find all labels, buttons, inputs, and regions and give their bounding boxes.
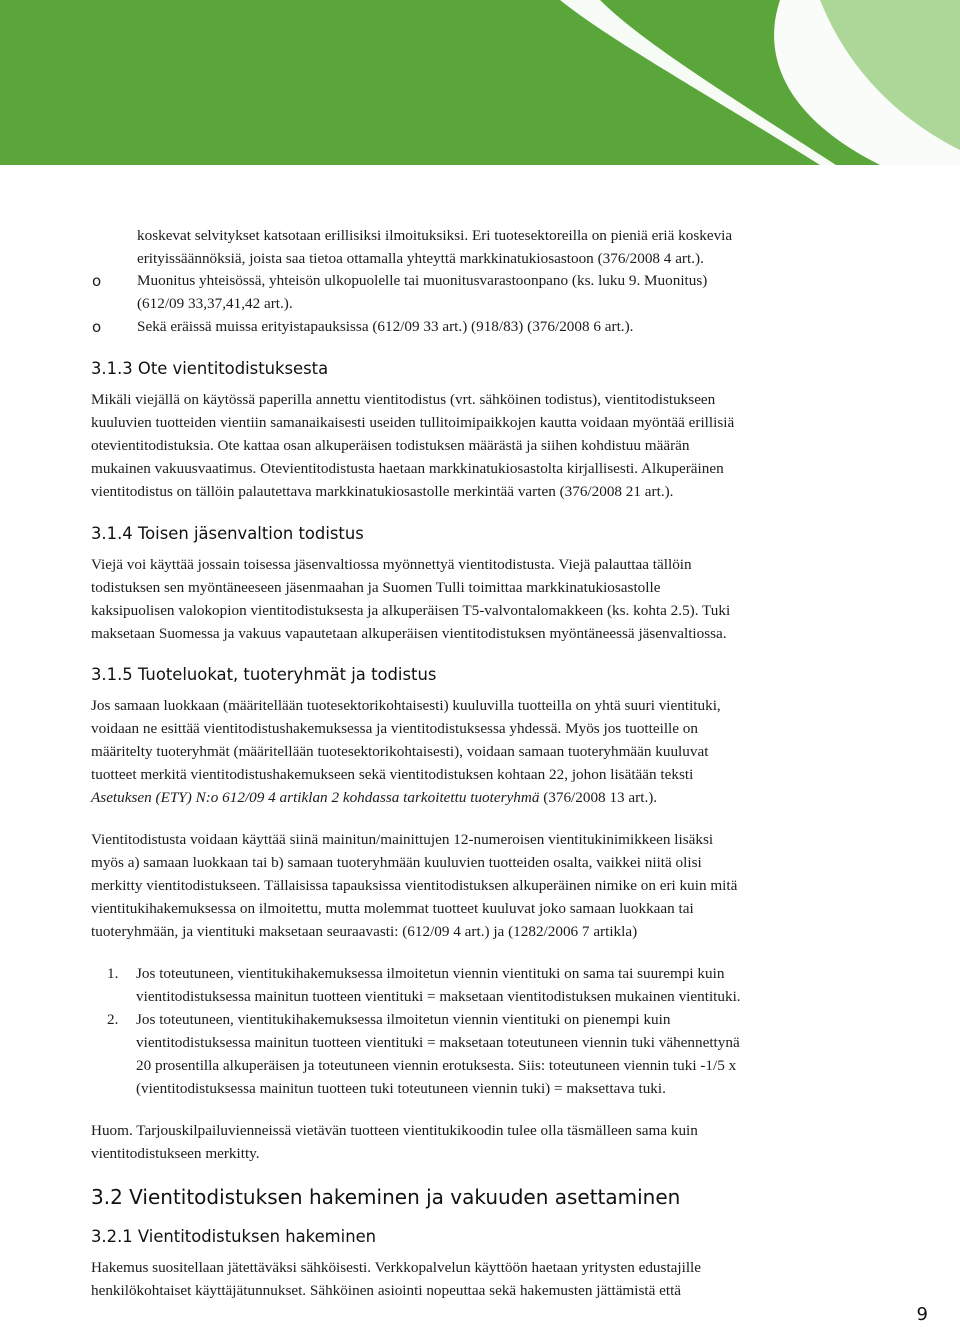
paragraph-line: tuoteryhmään, ja vientituki maksetaan seuraavasti: (612/09 4 art.) ja (1282/2006 7 artikla) xyxy=(91,923,638,940)
bullet-line: (612/09 33,37,41,42 art.). xyxy=(137,295,293,312)
paragraph-line: kaksipuolisen valokopion vientitodistuksesta ja alkuperäisen T5-valvontalomakkeen (ks. kohta 2.5). Tuki xyxy=(91,602,731,619)
intro-line: koskevat selvitykset katsotaan erillisiksi ilmoituksiksi. Eri tuotesektoreilla on pieniä eriä koskevia xyxy=(137,227,733,244)
paragraph-line: Jos samaan luokkaan (määritellään tuotesektorikohtaisesti) kuuluvilla tuotteilla on yhtä suuri vientituki, xyxy=(91,697,721,714)
paragraph-line: maksetaan Suomessa ja vakuus vapautetaan alkuperäisen vientitodistuksen myöntäneessä jäsenvaltiossa. xyxy=(91,625,727,642)
section-heading-3-1-3: 3.1.3 Ote vientitodistuksesta xyxy=(91,359,329,378)
paragraph-line: todistuksen sen myöntäneeseen jäsenmaahan ja Suomen Tulli toimittaa markkinatukiosastolle xyxy=(91,579,661,596)
list-item-line: 20 prosentilla alkuperäisen ja toteutuneen viennin erotuksesta. Siis: toteutuneen viennin tuki -1/5 x xyxy=(136,1057,737,1074)
paragraph-line: myös a) samaan luokkaan tai b) samaan tuoteryhmään kuuluvien tuotteiden osalta, vaikkei niitä olisi xyxy=(91,854,702,871)
bullet-line: Sekä eräissä muissa erityistapauksissa (612/09 33 art.) (918/83) (376/2008 6 art.). xyxy=(137,318,634,335)
list-item-line: vientitodistuksessa mainitun tuotteen vientituki = maksetaan vientitodistuksen mukainen vientituki. xyxy=(136,988,741,1005)
list-item-line: (vientitodistuksessa mainitun tuotteen tuki toteutuneen viennin tuki) = maksettava tuki. xyxy=(136,1080,666,1097)
paragraph-line: Mikäli viejällä on käytössä paperilla annettu vientitodistus (vrt. sähköinen todistus), vientitodistukseen xyxy=(91,391,716,408)
section-heading-3-2: 3.2 Vientitodistuksen hakeminen ja vakuuden asettaminen xyxy=(91,1185,681,1209)
regulation-reference: Asetuksen (ETY) N:o 612/09 4 artiklan 2 kohdassa tarkoitettu tuoteryhmä xyxy=(91,789,540,806)
page-number: 9 xyxy=(916,1304,928,1325)
note-line: Huom. Tarjouskilpailuvienneissä vietävän tuotteen vientitukikoodin tulee olla täsmälleen sama kuin xyxy=(91,1122,698,1139)
paragraph-line: kuuluvien tuotteiden vientiin samanaikaisesti useiden tullitoimipaikkojen kautta voidaan myöntää erillisiä xyxy=(91,414,735,431)
intro-line: erityissäännöksiä, joista saa tietoa ottamalla yhteyttä markkinatukiosastoon (376/2008 4 art.). xyxy=(137,250,704,267)
section-heading-3-2-1: 3.2.1 Vientitodistuksen hakeminen xyxy=(91,1227,377,1246)
paragraph-line: tuotteet merkitä vientitodistushakemukseen sekä vientitodistuksen kohtaan 22, johon lisätään teksti xyxy=(91,766,694,783)
paragraph-line: Vientitodistusta voidaan käyttää siinä mainitun/mainittujen 12-numeroisen vientitukinimikkeen lisäksi xyxy=(91,831,714,848)
paragraph-line: merkitty vientitodistukseen. Tällaisissa tapauksissa vientitodistuksen alkuperäinen nimike on eri kuin mitä xyxy=(91,877,738,894)
paragraph-line: henkilökohtaiset käyttäjätunnukset. Sähköinen asiointi nopeuttaa sekä hakemusten jättämistä että xyxy=(91,1282,682,1299)
bullet-marker: o xyxy=(92,272,102,290)
paragraph-line: Viejä voi käyttää jossain toisessa jäsenvaltiossa myönnettyä vientitodistusta. Viejä palauttaa tällöin xyxy=(91,556,692,573)
paragraph-line: vientitodistus on tällöin palautettava markkinatukiosastolle merkintää varten (376/2008 21 art.). xyxy=(91,483,674,500)
bullet-line: Muonitus yhteisössä, yhteisön ulkopuolelle tai muonitusvarastoonpano (ks. luku 9. Muonitus) xyxy=(137,272,708,289)
bullet-marker: o xyxy=(92,318,102,336)
paragraph-line: määritelty tuoteryhmät (määritellään tuotesektorikohtaisesti), voidaan samaan tuoteryhmään kuuluvat xyxy=(91,743,709,760)
list-item-line: Jos toteutuneen, vientitukihakemuksessa ilmoitetun viennin vientituki on pienempi kuin xyxy=(136,1011,671,1028)
section-heading-3-1-5: 3.1.5 Tuoteluokat, tuoteryhmät ja todistus xyxy=(91,665,437,684)
note-line: vientitodistukseen merkitty. xyxy=(91,1145,260,1162)
paragraph-line xyxy=(91,787,657,809)
paragraph-line: mukainen vakuusvaatimus. Otevientitodistusta haetaan markkinatukiosastolta kirjallisesti. Alkuperäinen xyxy=(91,460,724,477)
section-heading-3-1-4: 3.1.4 Toisen jäsenvaltion todistus xyxy=(91,524,364,543)
paragraph-line: vientitukihakemuksessa on ilmoitettu, mutta molemmat tuotteet kuuluvat joko samaan luokkaan tai xyxy=(91,900,694,917)
list-item-line: Jos toteutuneen, vientitukihakemuksessa ilmoitetun viennin vientituki on sama tai suurempi kuin xyxy=(136,965,725,982)
list-item-line: vientitodistuksessa mainitun tuotteen vientituki = maksetaan toteutuneen viennin tuki vähennettynä xyxy=(136,1034,740,1051)
paragraph-line: voidaan ne esittää vientitodistushakemuksessa ja vientitodistuksessa yhdessä. Myös jos tuotteille on xyxy=(91,720,698,737)
regulation-citation: (376/2008 13 art.). xyxy=(539,789,658,806)
paragraph-line: Hakemus suositellaan jätettäväksi sähköisesti. Verkkopalvelun käyttöön haetaan yritysten edustajille xyxy=(91,1259,702,1276)
list-number: 2. xyxy=(107,1011,119,1028)
list-number: 1. xyxy=(107,965,119,982)
paragraph-line: otevientitodistuksia. Ote kattaa osan alkuperäisen todistuksen määrästä ja siihen kohdistuu määrän xyxy=(91,437,690,454)
